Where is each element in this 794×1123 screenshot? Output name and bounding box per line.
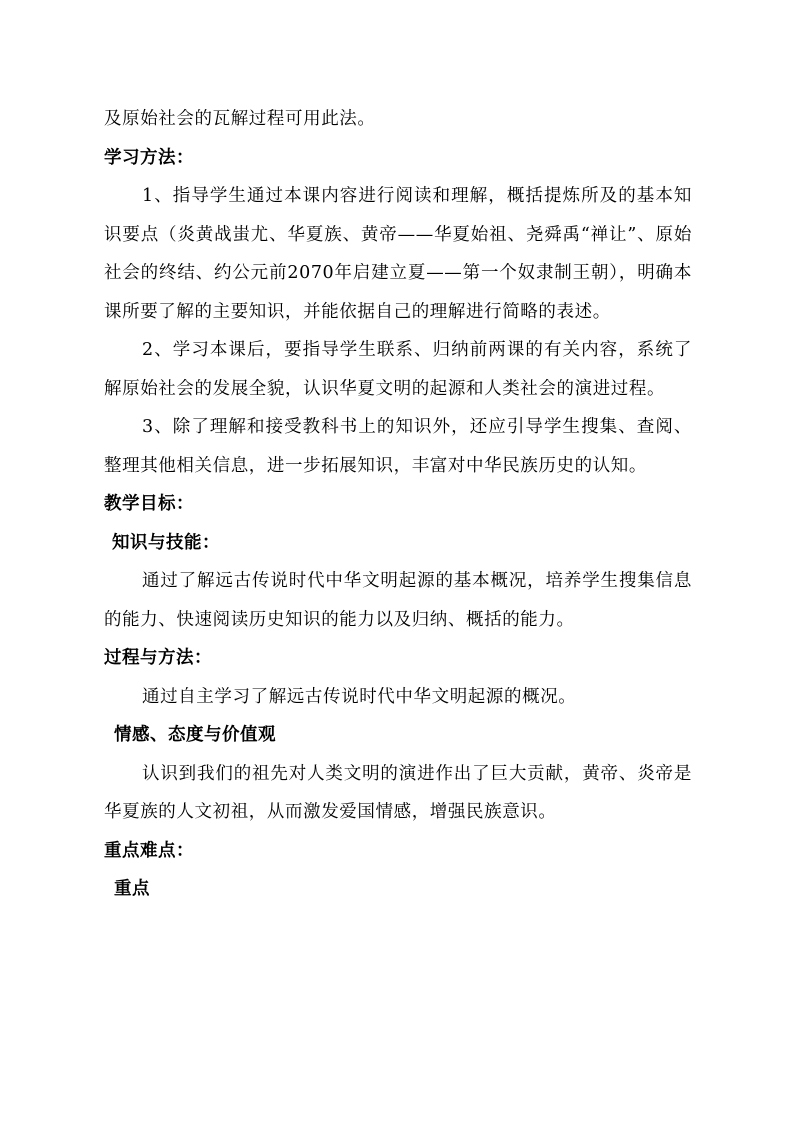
paragraph-method-2: 2、学习本课后，要指导学生联系、归纳前两课的有关内容，系统了解原始社会的发展全貌，认识华夏文明的起源和人类社会的演进过程。 xyxy=(104,340,692,399)
heading-learning-methods: 学习方法： xyxy=(104,147,194,168)
paragraph-process-methods: 通过自主学习了解远古传说时代中华文明起源的概况。 xyxy=(142,686,577,707)
paragraph-emotion-values: 认识到我们的祖先对人类文明的演进作出了巨大贡献，黄帝、炎帝是华夏族的人文初祖，从而激发爱国情感，增强民族意识。 xyxy=(104,763,692,822)
paragraph-method-1: 1、指导学生通过本课内容进行阅读和理解，概括提炼所及的基本知识要点（炎黄战蚩尤、华夏族、黄帝——华夏始祖、尧舜禹“禅让”、原始社会的终结、约公元前2070年启建立夏——第一个奴隶制王朝），明确本课所要了解的主要知识，并能依据自己的理解进行简略的表述。 xyxy=(104,186,692,322)
paragraph-continuation: 及原始社会的瓦解过程可用此法。 xyxy=(104,109,376,129)
document-body xyxy=(104,100,692,909)
heading-knowledge-skills: 知识与技能： xyxy=(112,532,220,553)
paragraph-method-3: 3、除了理解和接受教科书上的知识外，还应引导学生搜集、查阅、整理其他相关信息，进一步拓展知识，丰富对中华民族历史的认知。 xyxy=(104,417,692,476)
heading-key-difficult: 重点难点： xyxy=(104,840,194,861)
heading-key-points: 重点 xyxy=(114,879,150,899)
heading-emotion-values: 情感、态度与价值观 xyxy=(114,725,276,745)
heading-process-methods: 过程与方法： xyxy=(104,648,212,668)
paragraph-knowledge-skills: 通过了解远古传说时代中华文明起源的基本概况，培养学生搜集信息的能力、快速阅读历史知识的能力以及归纳、概括的能力。 xyxy=(104,571,692,630)
heading-teaching-goals: 教学目标： xyxy=(104,494,194,514)
